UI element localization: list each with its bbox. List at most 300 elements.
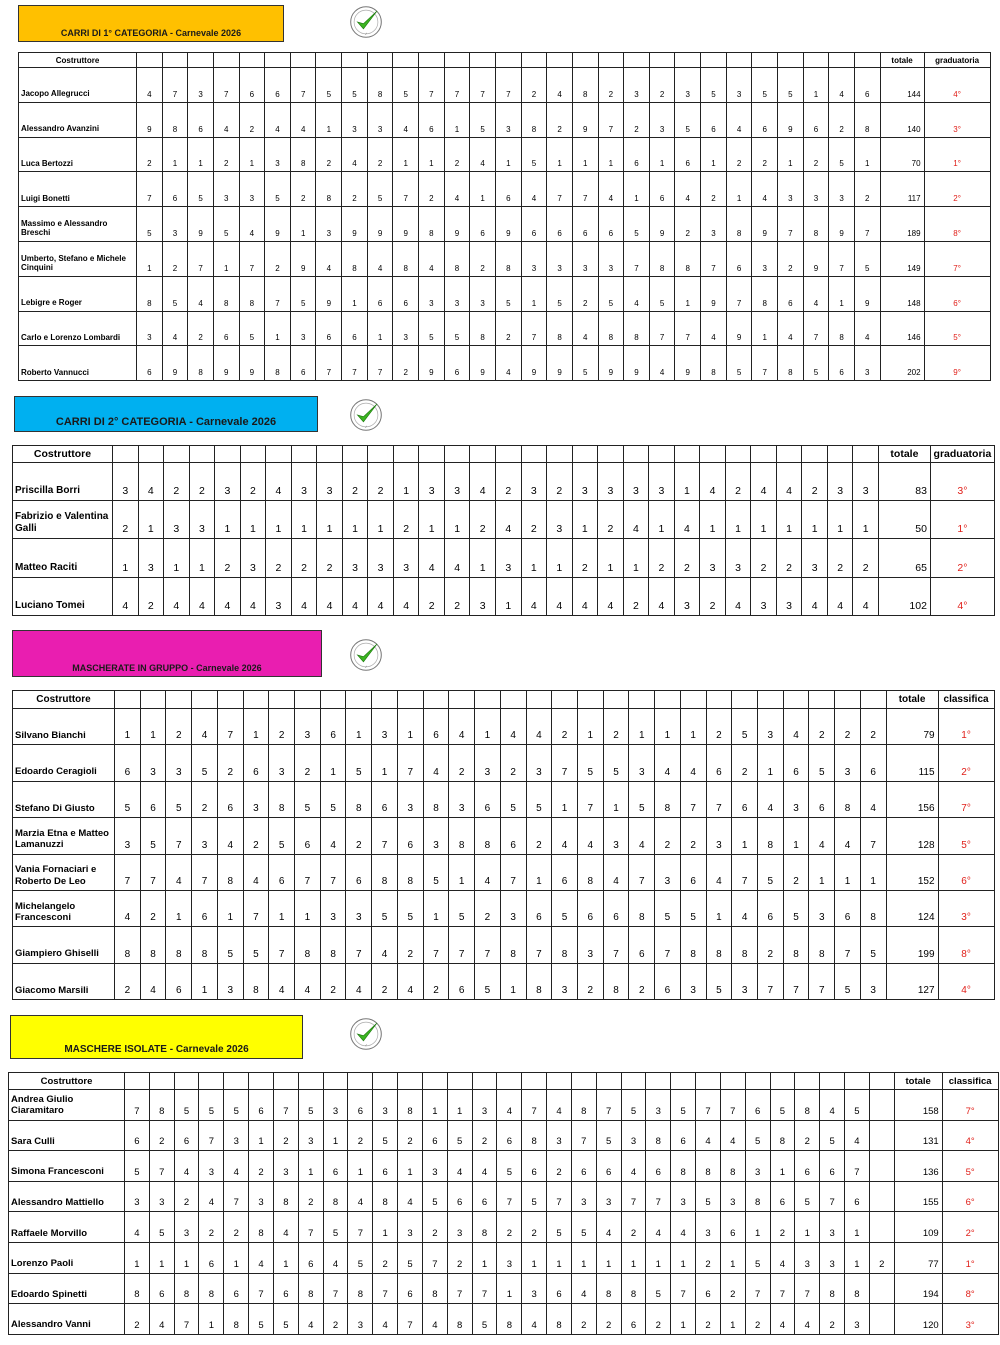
score-cell: 5	[500, 781, 526, 817]
header-rank: graduatoria	[924, 53, 990, 68]
score-cell: 8	[372, 854, 398, 890]
score-cell: 3	[623, 463, 649, 501]
score-cell: 5	[860, 927, 886, 963]
score-cell: 6	[803, 102, 829, 137]
score-cell: 3	[217, 963, 243, 999]
score-cell: 3	[189, 501, 215, 539]
score-cell: 9	[137, 102, 163, 137]
score-cell: 8	[552, 927, 578, 963]
score-cell: 6	[845, 1181, 870, 1212]
score-cell: 2	[138, 577, 164, 615]
score-cell: 7	[497, 1181, 522, 1212]
header-empty-cell	[674, 446, 700, 463]
score-cell: 1	[552, 781, 578, 817]
score-cell: 7	[166, 818, 192, 854]
score-cell: 7	[522, 1090, 547, 1121]
score-cell: 5	[624, 207, 650, 242]
score-cell: 1	[449, 854, 475, 890]
score-cell: 4	[398, 1181, 423, 1212]
score-cell: 4	[317, 577, 343, 615]
score-cell: 4	[621, 1151, 646, 1182]
score-cell: 3	[393, 539, 419, 577]
score-cell: 7	[845, 1151, 870, 1182]
header-empty-cell	[795, 1073, 820, 1090]
score-cell: 2	[295, 745, 321, 781]
score-cell: 4	[572, 311, 598, 346]
score-cell: 7	[757, 963, 783, 999]
table-row	[13, 539, 995, 577]
score-cell: 1	[700, 501, 726, 539]
score-cell: 7	[500, 854, 526, 890]
score-cell: 3	[572, 241, 598, 276]
builder-name: Edoardo Spinetti	[9, 1273, 125, 1304]
header-empty-cell	[623, 446, 649, 463]
score-cell: 1	[547, 539, 573, 577]
section-banner	[10, 1015, 303, 1059]
score-cell: 4	[671, 1212, 696, 1243]
header-total: totale	[880, 53, 924, 68]
score-cell: 5	[398, 1242, 423, 1273]
rank-cell: 4°	[942, 1120, 998, 1151]
score-cell: 2	[290, 172, 316, 207]
score-cell: 6	[224, 1273, 249, 1304]
score-cell: 6	[447, 1181, 472, 1212]
score-cell: 4	[162, 311, 188, 346]
score-cell: 8	[624, 311, 650, 346]
score-cell: 7	[809, 963, 835, 999]
score-cell: 3	[598, 241, 624, 276]
table-row	[9, 1212, 999, 1243]
score-cell: 3	[317, 463, 343, 501]
score-cell: 6	[188, 102, 214, 137]
score-cell: 2	[372, 963, 398, 999]
score-cell: 4	[273, 1212, 298, 1243]
score-cell: 7	[803, 311, 829, 346]
score-cell: 2	[853, 539, 879, 577]
score-cell: 1	[720, 1242, 745, 1273]
header-empty-cell	[675, 53, 701, 68]
score-cell: 5	[547, 276, 573, 311]
score-cell: 2	[174, 1181, 199, 1212]
score-cell: 9	[239, 346, 265, 381]
score-cell: 6	[547, 207, 573, 242]
header-empty-cell	[164, 446, 190, 463]
score-cell: 4	[770, 1242, 795, 1273]
header-empty-cell	[680, 691, 706, 709]
score-cell: 1	[757, 745, 783, 781]
score-cell: 9	[290, 241, 316, 276]
score-cell: 2	[224, 1212, 249, 1243]
score-cell: 2	[444, 577, 470, 615]
score-cell: 3	[240, 539, 266, 577]
score-cell: 7	[290, 68, 316, 103]
score-cell: 2	[725, 463, 751, 501]
score-cell: 8	[423, 781, 449, 817]
score-cell: 4	[199, 1181, 224, 1212]
score-cell: 3	[526, 745, 552, 781]
header-empty-cell	[372, 691, 398, 709]
score-cell: 6	[149, 1273, 174, 1304]
builder-name: Raffaele Morvillo	[9, 1212, 125, 1243]
score-cell: 7	[372, 818, 398, 854]
score-cell: 3	[649, 463, 675, 501]
score-cell: 9	[521, 346, 547, 381]
score-cell: 1	[475, 709, 501, 745]
score-cell: 7	[269, 927, 295, 963]
score-cell: 1	[470, 539, 496, 577]
score-cell: 6	[166, 963, 192, 999]
score-cell: 6	[696, 1273, 721, 1304]
score-cell: 1	[444, 501, 470, 539]
score-cell: 7	[423, 927, 449, 963]
score-cell: 1	[249, 1120, 274, 1151]
score-cell: 9	[419, 346, 445, 381]
score-cell: 1	[624, 172, 650, 207]
score-cell: 1	[500, 963, 526, 999]
score-cell: 4	[757, 781, 783, 817]
score-cell: 6	[174, 1120, 199, 1151]
score-cell: 5	[125, 1151, 150, 1182]
score-cell: 3	[291, 463, 317, 501]
header-empty-cell	[348, 1073, 373, 1090]
score-cell: 4	[240, 577, 266, 615]
score-cell: 1	[215, 501, 241, 539]
header-empty-cell	[398, 1073, 423, 1090]
score-cell: 4	[342, 577, 368, 615]
score-cell: 3	[138, 539, 164, 577]
score-cell: 3	[596, 1181, 621, 1212]
score-cell: 6	[820, 1151, 845, 1182]
score-cell: 5	[655, 890, 681, 926]
score-cell: 1	[164, 539, 190, 577]
score-cell: 6	[680, 854, 706, 890]
total-cell: 120	[894, 1304, 942, 1335]
header-empty-cell	[829, 53, 855, 68]
score-cell: 1	[398, 1151, 423, 1182]
table-row	[9, 1090, 999, 1121]
score-cell: 8	[526, 963, 552, 999]
score-cell: 6	[140, 781, 166, 817]
header-empty-cell	[726, 53, 752, 68]
score-cell: 3	[598, 463, 624, 501]
score-cell: 4	[125, 1212, 150, 1243]
score-cell: 8	[373, 1181, 398, 1212]
score-cell: 8	[316, 172, 342, 207]
score-cell: 6	[854, 68, 880, 103]
score-cell: 4	[572, 577, 598, 615]
score-cell: 6	[342, 311, 368, 346]
header-empty-cell	[342, 446, 368, 463]
score-cell: 5	[290, 276, 316, 311]
score-cell: 6	[752, 102, 778, 137]
score-cell: 1	[166, 890, 192, 926]
builder-name: Alessandro Vanni	[9, 1304, 125, 1335]
table-header-row	[9, 1073, 999, 1090]
rank-cell: 7°	[924, 241, 990, 276]
score-cell: 7	[577, 781, 603, 817]
score-cell: 3	[500, 890, 526, 926]
table-row	[9, 1304, 999, 1335]
score-cell: 3	[521, 241, 547, 276]
header-builder: Costruttore	[13, 691, 115, 709]
score-cell: 6	[552, 854, 578, 890]
header-total: totale	[886, 691, 938, 709]
header-empty-cell	[869, 1073, 894, 1090]
score-cell: 2	[346, 818, 372, 854]
header-empty-cell	[802, 446, 828, 463]
score-cell: 8	[646, 1120, 671, 1151]
header-empty-cell	[547, 446, 573, 463]
score-cell: 5	[803, 346, 829, 381]
header-empty-cell	[751, 446, 777, 463]
score-cell: 4	[320, 818, 346, 854]
score-cell: 3	[745, 1151, 770, 1182]
header-empty-cell	[706, 691, 732, 709]
header-empty-cell	[783, 691, 809, 709]
score-cell: 2	[115, 963, 141, 999]
score-cell: 8	[809, 927, 835, 963]
score-cell: 9	[162, 346, 188, 381]
header-empty-cell	[752, 53, 778, 68]
header-empty-cell	[295, 691, 321, 709]
score-cell: 3	[423, 818, 449, 854]
score-cell: 9	[342, 207, 368, 242]
score-cell: 7	[295, 854, 321, 890]
score-cell: 8	[680, 927, 706, 963]
score-cell: 4	[623, 501, 649, 539]
header-empty-cell	[572, 446, 598, 463]
score-cell: 4	[393, 577, 419, 615]
score-cell: 1	[803, 68, 829, 103]
score-cell: 4	[115, 890, 141, 926]
score-cell: 1	[295, 890, 321, 926]
score-cell: 6	[269, 854, 295, 890]
score-cell: 7	[621, 1181, 646, 1212]
score-cell: 8	[649, 241, 675, 276]
score-cell: 7	[162, 68, 188, 103]
score-cell: 9	[444, 207, 470, 242]
score-cell: 5	[521, 137, 547, 172]
score-cell: 6	[475, 781, 501, 817]
score-cell: 5	[745, 1242, 770, 1273]
header-empty-cell	[249, 1073, 274, 1090]
score-cell: 7	[323, 1273, 348, 1304]
score-cell: 1	[447, 1090, 472, 1121]
score-cell: 6	[397, 818, 423, 854]
total-cell: 136	[894, 1151, 942, 1182]
score-cell: 4	[348, 1181, 373, 1212]
score-cell: 1	[273, 1242, 298, 1273]
score-cell: 1	[745, 1212, 770, 1243]
score-cell: 4	[655, 745, 681, 781]
score-cell: 5	[115, 781, 141, 817]
score-cell: 1	[372, 745, 398, 781]
score-cell: 6	[290, 346, 316, 381]
score-cell: 5	[140, 818, 166, 854]
total-cell: 148	[880, 276, 924, 311]
score-cell: 5	[596, 1120, 621, 1151]
score-cell: 1	[802, 501, 828, 539]
header-empty-cell	[162, 53, 188, 68]
score-cell: 6	[571, 1151, 596, 1182]
rank-cell: 8°	[938, 927, 994, 963]
score-cell: 1	[138, 501, 164, 539]
total-cell: 70	[880, 137, 924, 172]
score-cell: 1	[770, 1151, 795, 1182]
score-cell: 4	[675, 172, 701, 207]
header-empty-cell	[449, 691, 475, 709]
header-empty-cell	[803, 53, 829, 68]
score-cell: 6	[783, 745, 809, 781]
score-cell: 1	[162, 137, 188, 172]
builder-name: Alessandro Avanzini	[19, 102, 137, 137]
header-empty-cell	[140, 691, 166, 709]
table-row	[13, 463, 995, 501]
header-empty-cell	[125, 1073, 150, 1090]
score-cell: 4	[696, 1120, 721, 1151]
score-cell: 7	[680, 781, 706, 817]
score-cell: 3	[323, 1090, 348, 1121]
score-cell: 5	[577, 745, 603, 781]
score-cell: 6	[273, 1273, 298, 1304]
score-cell: 6	[778, 276, 804, 311]
score-cell: 1	[577, 709, 603, 745]
score-cell: 6	[495, 172, 521, 207]
builder-name: Carlo e Lorenzo Lombardi	[19, 311, 137, 346]
score-cell: 3	[820, 1242, 845, 1273]
score-cell: 8	[422, 1273, 447, 1304]
score-cell: 1	[776, 501, 802, 539]
table-row	[19, 102, 991, 137]
score-cell: 5	[199, 1090, 224, 1121]
score-cell: 6	[577, 890, 603, 926]
score-cell: 6	[526, 890, 552, 926]
score-cell: 7	[624, 241, 650, 276]
score-cell: 4	[521, 577, 547, 615]
score-cell: 8	[701, 346, 727, 381]
score-cell: 7	[137, 172, 163, 207]
score-cell: 8	[470, 311, 496, 346]
rank-cell: 1°	[930, 501, 994, 539]
score-cell: 5	[213, 207, 239, 242]
score-cell: 7	[629, 854, 655, 890]
header-empty-cell	[323, 1073, 348, 1090]
score-cell: 6	[720, 1212, 745, 1243]
score-cell: 2	[572, 276, 598, 311]
score-cell: 3	[649, 102, 675, 137]
score-cell: 2	[348, 1120, 373, 1151]
header-builder: Costruttore	[19, 53, 137, 68]
score-cell: 4	[368, 577, 394, 615]
score-cell: 1	[320, 745, 346, 781]
score-cell: 3	[273, 1151, 298, 1182]
score-cell: 8	[745, 1181, 770, 1212]
score-cell: 7	[419, 68, 445, 103]
score-cell: 6	[295, 818, 321, 854]
score-cell: 5	[224, 1090, 249, 1121]
score-cell: 3	[803, 172, 829, 207]
score-cell: 6	[444, 346, 470, 381]
score-cell: 2	[624, 102, 650, 137]
score-cell: 6	[603, 890, 629, 926]
score-cell: 3	[373, 1090, 398, 1121]
score-cell: 8	[783, 927, 809, 963]
score-cell: 4	[419, 539, 445, 577]
score-cell: 5	[552, 890, 578, 926]
score-cell: 2	[700, 577, 726, 615]
score-cell: 2	[373, 1242, 398, 1273]
rank-cell: 5°	[938, 818, 994, 854]
score-cell: 1	[752, 311, 778, 346]
score-cell: 2	[751, 539, 777, 577]
score-cell: 1	[224, 1242, 249, 1273]
score-cell: 2	[495, 463, 521, 501]
table-row	[19, 207, 991, 242]
score-cell: 3	[215, 463, 241, 501]
score-cell: 8	[596, 1273, 621, 1304]
score-cell: 2	[213, 137, 239, 172]
score-cell: 7	[783, 963, 809, 999]
score-cell: 2	[795, 1120, 820, 1151]
score-cell: 2	[869, 1242, 894, 1273]
score-cell: 5	[706, 963, 732, 999]
score-cell: 1	[266, 501, 292, 539]
header-empty-cell	[745, 1073, 770, 1090]
score-cell: 8	[500, 927, 526, 963]
header-empty-cell	[298, 1073, 323, 1090]
table-row	[19, 241, 991, 276]
score-cell: 2	[778, 241, 804, 276]
score-cell: 6	[572, 207, 598, 242]
score-cell: 6	[596, 1151, 621, 1182]
score-cell: 8	[419, 207, 445, 242]
score-cell: 5	[770, 1090, 795, 1121]
score-cell: 7	[224, 1181, 249, 1212]
score-cell: 2	[162, 241, 188, 276]
score-cell: 7	[521, 311, 547, 346]
builder-name: Lebigre e Roger	[19, 276, 137, 311]
score-cell: 3	[199, 1151, 224, 1182]
score-cell: 2	[675, 207, 701, 242]
score-cell: 1	[860, 854, 886, 890]
header-empty-cell	[500, 691, 526, 709]
table-row	[13, 963, 995, 999]
score-cell: 4	[213, 102, 239, 137]
score-cell: 4	[269, 963, 295, 999]
score-cell: 3	[249, 1181, 274, 1212]
score-cell: 6	[217, 781, 243, 817]
score-cell: 4	[217, 818, 243, 854]
header-empty-cell	[470, 53, 496, 68]
score-cell: 7	[655, 927, 681, 963]
score-cell: 7	[449, 927, 475, 963]
score-cell: 5	[497, 1151, 522, 1182]
header-empty-cell	[224, 1073, 249, 1090]
score-cell: 8	[475, 818, 501, 854]
score-cell: 1	[291, 501, 317, 539]
score-cell: 4	[803, 276, 829, 311]
score-cell: 6	[706, 745, 732, 781]
rank-cell: 3°	[924, 102, 990, 137]
score-cell: 7	[348, 1212, 373, 1243]
score-cell: 3	[470, 577, 496, 615]
score-cell: 2	[770, 1212, 795, 1243]
builder-name: Alessandro Mattiello	[9, 1181, 125, 1212]
score-cell: 7	[732, 854, 758, 890]
score-cell: 1	[189, 539, 215, 577]
checkmark-seal-icon	[349, 1017, 383, 1051]
score-cell: 2	[419, 577, 445, 615]
